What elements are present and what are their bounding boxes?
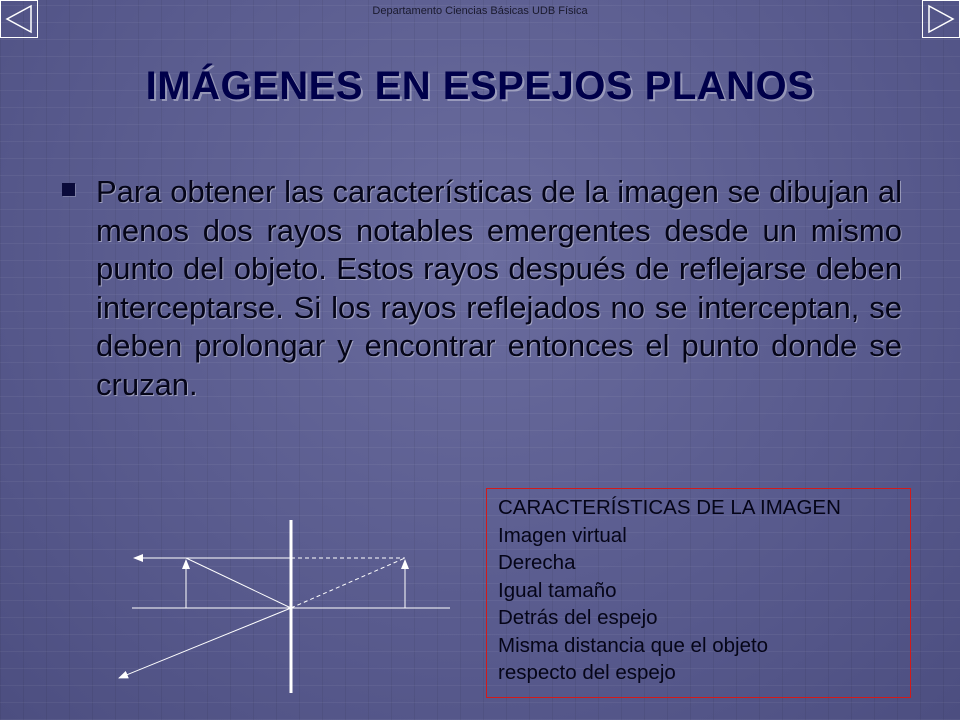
image-characteristics-box [486, 488, 911, 698]
characteristic-item: Detrás del espejo [498, 606, 658, 629]
square-bullet-icon [62, 183, 75, 196]
bullet-text: Para obtener las características de la imagen se dibujan al menos dos rayos notables emergentes desde un mismo punto del objeto. Estos rayos después de reflejarse deben interceptarse. Si los rayos reflejados no se interceptan, se deben prolongar y encontrar entonces el punto donde se cruzan. [96, 174, 902, 402]
bullet-item [62, 173, 902, 404]
incident-ray-oblique [186, 558, 291, 608]
characteristic-item: Imagen virtual [498, 523, 627, 547]
virtual-ray-oblique [291, 558, 405, 608]
next-slide-button[interactable] [922, 0, 960, 38]
triangle-right-icon [923, 1, 959, 37]
characteristic-item: Igual tamaño [498, 578, 617, 602]
characteristics-heading: CARACTERÍSTICAS DE LA IMAGEN [498, 496, 841, 519]
header-text: Departamento Ciencias Básicas UDB Física [372, 5, 588, 17]
reflected-ray-oblique [119, 608, 291, 678]
characteristic-item: Misma distancia que el objeto [498, 633, 769, 657]
slide-title: IMÁGENES EN ESPEJOS PLANOS [145, 64, 815, 108]
characteristic-item: respecto del espejo [498, 661, 676, 684]
characteristic-item: Derecha [498, 551, 576, 574]
plane-mirror-ray-diagram [110, 515, 460, 700]
